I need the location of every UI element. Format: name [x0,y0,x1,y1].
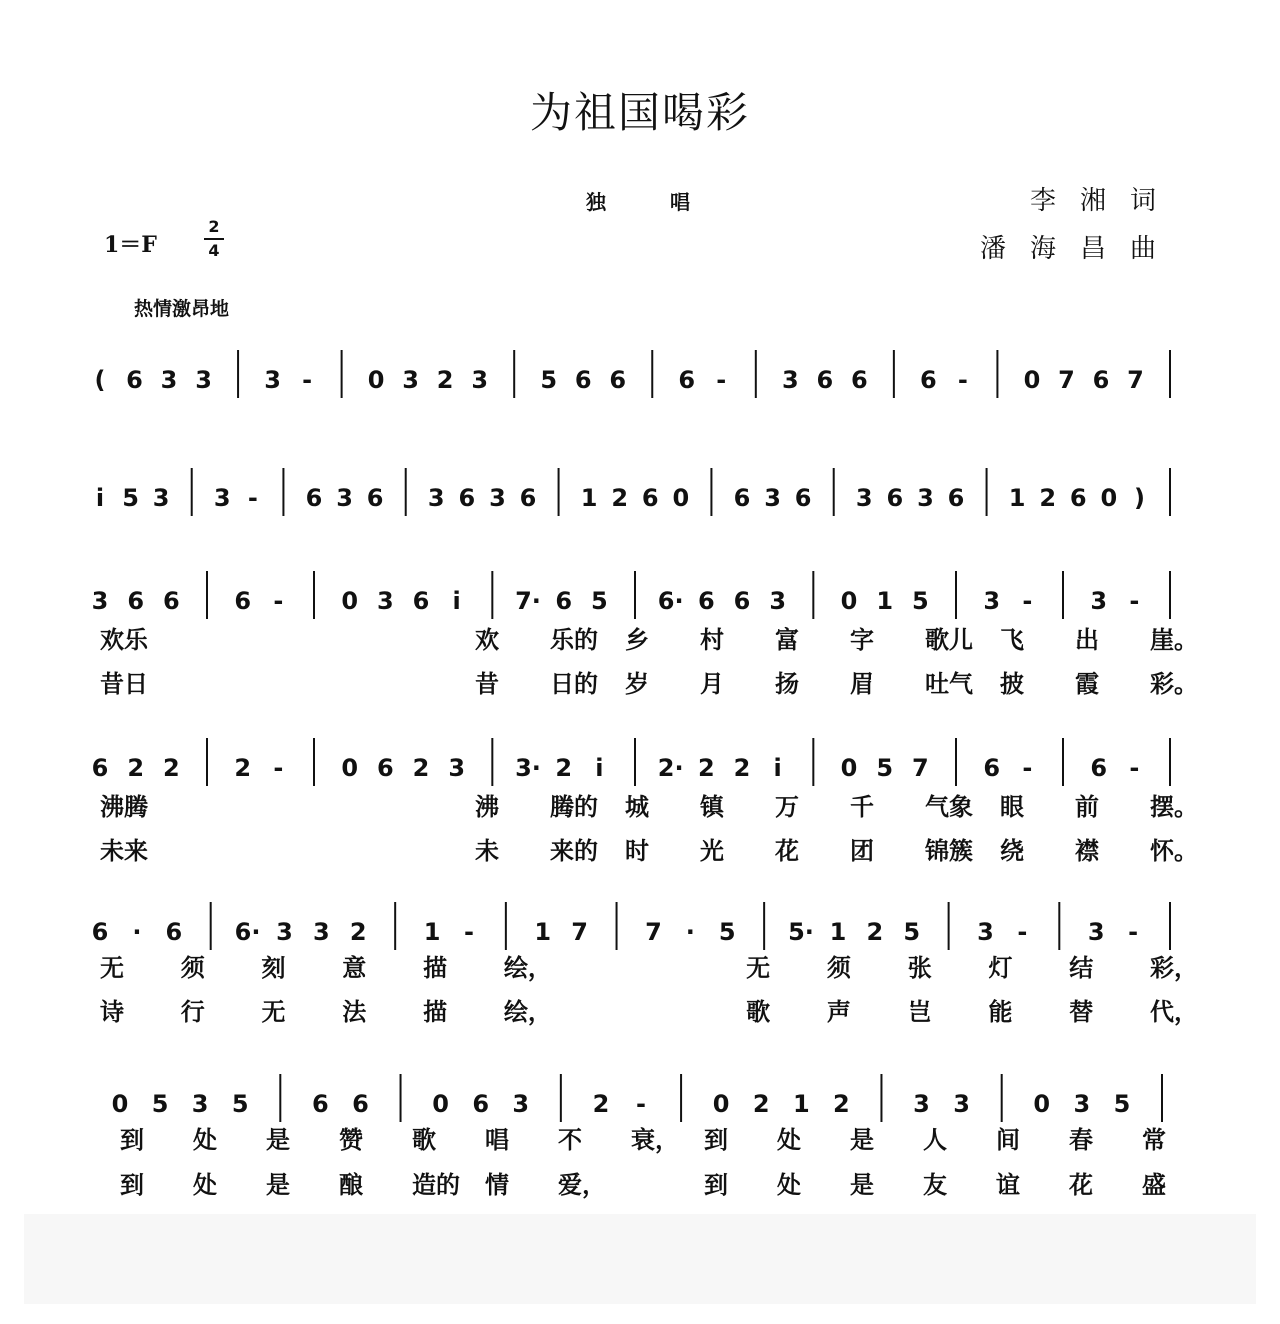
note: 3 [781,366,799,394]
note: 3 [402,366,419,394]
note: i [595,754,604,782]
note: 6 [886,484,904,512]
lyric-syllable: 时 [625,837,649,865]
note: 6· [234,918,261,946]
note: 5· [788,918,814,946]
note: 6 [947,484,965,512]
note: 3 [91,587,109,615]
note: 7 [1058,366,1075,394]
lyric-syllable: 岂 [907,998,932,1026]
note: 2 [592,1090,610,1118]
note: 3 [336,484,353,512]
note: - [273,754,284,782]
note: 7 [571,918,589,946]
composer-credit: 潘海昌曲 [979,234,1180,264]
note: i [452,587,461,615]
note: 3 [983,587,1001,615]
note: 6· [657,587,684,615]
note: 3 [913,1090,930,1118]
lyric-syllable: 腾的 [550,793,598,821]
note: 2 [436,366,454,394]
note: 6 [352,1090,369,1118]
note: 3 [191,1090,209,1118]
note: 2 [611,484,629,512]
note: i [773,754,782,782]
lyric-syllable: 法 [342,998,367,1026]
note: 5 [911,587,929,615]
note: 6 [305,484,323,512]
lyric-syllable: 锦簇 [925,837,973,865]
lyric-syllable: 描 [423,998,448,1026]
lyric-syllable: 声 [826,998,851,1026]
lyric-syllable: 扬 [775,670,799,698]
lyric-syllable: 爱， [558,1171,606,1199]
lyric-syllable: 是 [266,1171,290,1199]
note: 6 [733,587,751,615]
note: 2 [162,754,180,782]
note: 1 [580,484,598,512]
lyric-syllable: 欢乐 [100,626,148,654]
lyric-syllable: 意 [342,954,367,982]
note: 5 [122,484,139,512]
note: 6 [1090,754,1108,782]
note: 3 [160,366,178,394]
note: 6 [162,587,180,615]
lyric-syllable: 歌 [746,998,771,1026]
note: 6 [376,754,394,782]
lyric-syllable: 城 [625,793,649,821]
lyric-syllable: 富 [775,626,799,654]
note: 6 [609,366,627,394]
note: 1 [1008,484,1026,512]
note: 5 [590,587,608,615]
lyric-syllable: 描 [423,954,448,982]
lyric-syllable: 欢 [475,626,499,654]
lyric-syllable: 酿 [339,1171,363,1199]
lyric-syllable: 绘， [503,954,552,982]
tempo-marking: 热情激昂地 [134,298,230,320]
lyric-syllable: 岁 [625,670,649,698]
lyric-syllable: 谊 [996,1171,1020,1199]
note: 6 [412,587,430,615]
lyric-syllable: 是 [266,1126,290,1154]
note: 6 [165,918,183,946]
lyric-syllable: 崖。 [1150,626,1198,654]
note: - [957,366,968,394]
lyric-syllable: 昔 [475,670,499,698]
note: 3 [489,484,506,512]
note: 6 [697,587,715,615]
lyric-syllable: 襟 [1075,837,1099,865]
note: 3 [276,918,293,946]
lyric-syllable: 月 [700,670,724,698]
lyric-syllable: 替 [1069,998,1094,1026]
lyric-syllable: 处 [777,1126,801,1154]
note: 6 [1092,366,1110,394]
note: 6 [312,1090,329,1118]
lyric-syllable: 眉 [850,670,874,698]
note: - [247,484,258,512]
note: 3 [855,484,873,512]
note: 1 [876,587,894,615]
note: 0 [672,484,690,512]
note: 0 [712,1090,730,1118]
note: 2 [127,754,145,782]
note: 6 [816,366,834,394]
note: 2· [657,754,684,782]
note: - [1129,587,1140,615]
lyric-syllable: 花 [775,837,799,865]
note: 6 [733,484,751,512]
lyric-syllable: 无 [261,998,286,1026]
note: · [685,918,695,946]
note: 5 [876,754,894,782]
note: 3 [471,366,489,394]
lyric-syllable: 造的 [412,1171,460,1199]
note: 6 [91,918,109,946]
note: 6 [555,587,573,615]
lyric-syllable: 彩， [1150,954,1198,982]
note: 3 [764,484,781,512]
note: - [1129,754,1140,782]
note: 5 [1113,1090,1131,1118]
note: 6 [519,484,537,512]
note: - [1128,918,1139,946]
note: - [1022,587,1033,615]
note: 6 [574,366,592,394]
lyric-syllable: 处 [777,1171,801,1199]
note: 6 [234,587,252,615]
lyric-syllable: 赞 [339,1126,363,1154]
note: 3 [213,484,231,512]
note: 6 [1069,484,1087,512]
note: 6 [678,366,696,394]
note: 0 [432,1090,449,1118]
lyric-syllable: 无 [100,954,124,982]
lyric-syllable: 镇 [700,793,724,821]
note: 7 [1127,366,1144,394]
note: 0 [1033,1090,1051,1118]
lyric-syllable: 是 [850,1171,874,1199]
note: 5 [718,918,736,946]
lyric-syllable: 间 [996,1126,1020,1154]
note: 3 [769,587,787,615]
lyric-syllable: 字 [850,626,874,654]
note: 5 [540,366,558,394]
key-signature: 1＝F [104,232,157,258]
lyric-syllable: 未 [475,837,499,865]
lyric-syllable: 摆。 [1150,793,1198,821]
note: 6 [920,366,937,394]
note: 2 [234,754,252,782]
lyric-syllable: 万 [775,793,799,821]
lyric-syllable: 灯 [988,954,1013,982]
time-signature-bottom: 4 [208,241,220,260]
note: 2 [1039,484,1057,512]
note: 3 [195,366,212,394]
lyric-syllable: 来的 [550,837,598,865]
lyric-syllable: 团 [850,837,874,865]
note: 3 [427,484,445,512]
note: 3 [313,918,330,946]
lyric-syllable: 披 [1000,670,1024,698]
note: - [273,587,284,615]
note: 2 [866,918,884,946]
lyric-syllable: 不 [558,1126,582,1154]
lyric-syllable: 诗 [100,998,124,1026]
note: 7 [911,754,929,782]
note: 6 [366,484,384,512]
note: 2 [833,1090,850,1118]
note: 2 [752,1090,770,1118]
note: 6 [126,366,143,394]
lyricist-credit: 李湘词 [1029,186,1180,216]
lyric-syllable: 眼 [1000,793,1024,821]
lyric-syllable: 未来 [100,837,148,865]
lyric-syllable: 唱 [485,1126,509,1154]
note: 5 [151,1090,169,1118]
lyric-syllable: 霞 [1075,670,1099,698]
lyric-syllable: 乐的 [550,626,598,654]
lyric-syllable: 昔日 [100,670,148,698]
lyric-syllable: 怀。 [1150,837,1198,865]
note: 5 [903,918,921,946]
lyric-syllable: 飞 [1000,626,1024,654]
note: 6 [472,1090,490,1118]
note: 0 [1100,484,1118,512]
note: 6 [794,484,812,512]
note: ) [1133,484,1145,512]
note: 0 [341,754,359,782]
note: ( [94,366,106,394]
note: 1 [792,1090,810,1118]
lyric-syllable: 代， [1150,998,1198,1026]
note: 3 [953,1090,970,1118]
note: 1 [534,918,552,946]
lyric-syllable: 春 [1069,1126,1093,1154]
lyric-syllable: 千 [850,793,874,821]
note: 7· [515,587,541,615]
lyric-syllable: 彩。 [1150,670,1198,698]
note: 2 [697,754,715,782]
lyric-syllable: 友 [923,1171,947,1199]
lyric-syllable: 人 [923,1126,947,1154]
performance-type: 独唱 [586,190,754,214]
lyric-syllable: 歌 [412,1126,436,1154]
lyric-syllable: 须 [826,954,851,982]
lyric-syllable: 到 [120,1126,144,1154]
note: - [716,366,727,394]
lyric-syllable: 气象 [925,793,973,821]
note: 2 [349,918,367,946]
note: 0 [840,754,858,782]
lyric-syllable: 沸腾 [100,793,148,821]
lyric-syllable: 沸 [475,793,499,821]
lyric-syllable: 行 [180,998,205,1026]
lyric-syllable: 到 [120,1171,144,1199]
note: - [302,366,313,394]
lyric-syllable: 乡 [625,626,649,654]
lyric-syllable: 出 [1075,626,1099,654]
note: 7 [645,918,662,946]
time-signature-top: 2 [208,217,220,236]
lyric-syllable: 无 [746,954,771,982]
lyric-syllable: 到 [704,1126,728,1154]
lyric-syllable: 结 [1069,954,1094,982]
lyric-syllable: 花 [1069,1171,1093,1199]
note: - [1022,754,1033,782]
note: 6 [851,366,868,394]
lyric-syllable: 刻 [261,954,286,982]
note: i [95,484,105,512]
lyric-syllable: 绘， [503,998,552,1026]
note: 1 [423,918,441,946]
note: 0 [840,587,858,615]
lyric-syllable: 盛 [1142,1171,1166,1199]
score-title: 为祖国喝彩 [529,88,750,137]
note: 6 [458,484,476,512]
note: 6 [983,754,1001,782]
lyric-syllable: 日的 [550,670,598,698]
lyric-syllable: 须 [180,954,205,982]
note: 1 [829,918,847,946]
note: 3 [512,1090,530,1118]
note: · [132,918,142,946]
lyric-syllable: 前 [1075,793,1099,821]
lyric-syllable: 情 [485,1171,509,1199]
note: 0 [1023,366,1041,394]
lyric-syllable: 光 [700,837,724,865]
note: 0 [367,366,385,394]
note: 6 [91,754,109,782]
lyric-syllable: 村 [700,626,724,654]
note: 2 [412,754,430,782]
note: 3 [448,754,466,782]
note: 3 [1090,587,1108,615]
note: 3 [152,484,170,512]
note: 2 [555,754,573,782]
lyric-syllable: 衰， [631,1126,679,1154]
lyric-syllable: 歌儿 [925,626,973,654]
note: 3 [376,587,394,615]
note: 3 [1073,1090,1091,1118]
note: 6 [641,484,659,512]
lyric-syllable: 是 [850,1126,874,1154]
note: 5 [231,1090,249,1118]
note: 2 [733,754,751,782]
note: 3 [1087,918,1105,946]
note: 3· [515,754,541,782]
lyric-syllable: 到 [704,1171,728,1199]
note: - [636,1090,646,1118]
lyric-syllable: 能 [988,998,1013,1026]
note: 6 [127,587,145,615]
lyric-syllable: 处 [193,1171,217,1199]
note: 3 [264,366,281,394]
bottom-band [24,1214,1256,1304]
note: 0 [341,587,359,615]
note: - [463,918,474,946]
note: - [1017,918,1028,946]
lyric-syllable: 吐气 [925,670,973,698]
lyric-syllable: 处 [193,1126,217,1154]
note: 3 [917,484,934,512]
note: 0 [111,1090,129,1118]
note: 3 [977,918,994,946]
lyric-syllable: 绕 [1000,837,1024,865]
lyric-syllable: 张 [907,954,932,982]
lyric-syllable: 常 [1142,1126,1166,1154]
